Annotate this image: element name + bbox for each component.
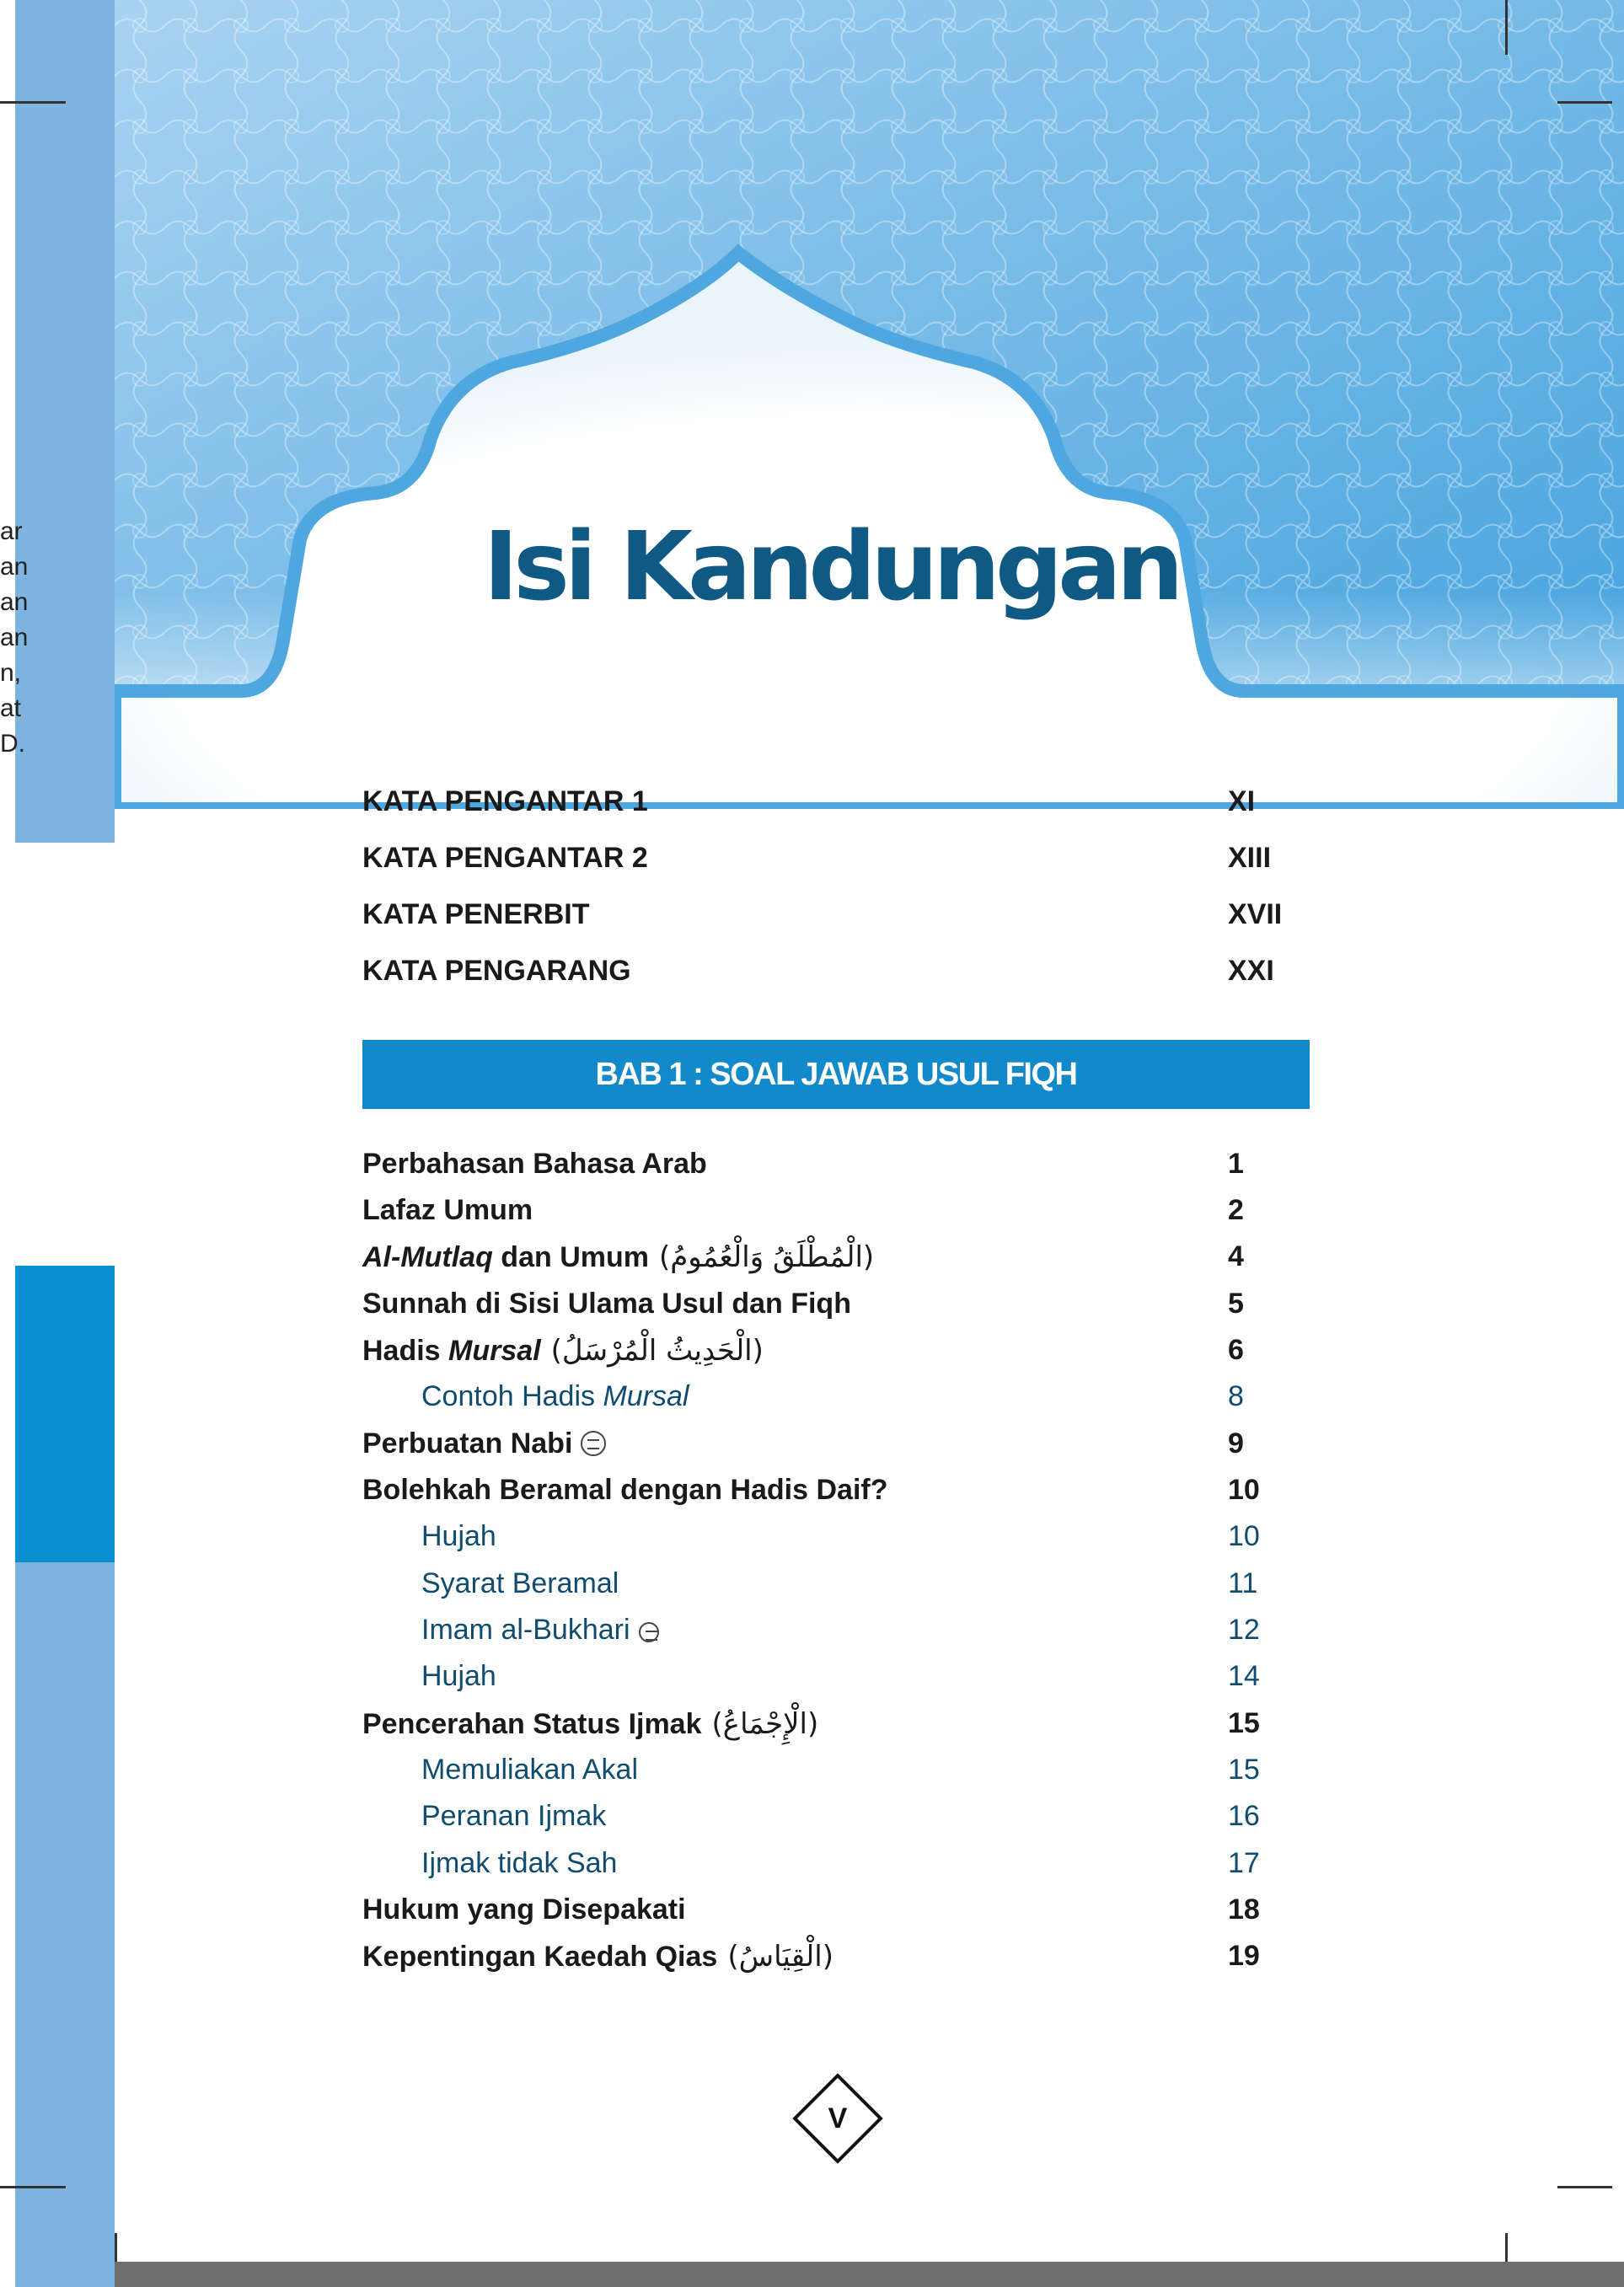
- toc-label-text: Sunnah di Sisi Ulama Usul dan Fiqh: [362, 1288, 851, 1320]
- toc-label-text: Hujah: [421, 1520, 496, 1552]
- toc-label: [362, 1148, 707, 1181]
- crop-mark: [1557, 101, 1612, 104]
- toc-page-number: 4: [1228, 1240, 1244, 1272]
- toc-entry[interactable]: [362, 1940, 1261, 1987]
- toc-label-text: dan Umum: [492, 1241, 649, 1273]
- toc-entry[interactable]: [362, 1893, 1261, 1941]
- toc-label-text: Perbuatan Nabi: [362, 1427, 573, 1460]
- toc-page-number: 1: [1228, 1148, 1244, 1180]
- footer-pattern-band: [115, 2262, 1624, 2287]
- toc-page-number: 15: [1228, 1707, 1260, 1739]
- toc-label: [362, 1427, 606, 1460]
- toc-sub-entry[interactable]: [362, 1614, 1261, 1661]
- arabic-term: (الْإِجْمَاعُ): [711, 1707, 819, 1741]
- left-spine-gap: [15, 843, 115, 1266]
- toc-label-text: Syarat Beramal: [421, 1567, 619, 1599]
- left-spine-strip-lower: [15, 1562, 115, 2287]
- toc-label: [421, 1754, 638, 1786]
- toc-page-number: 11: [1228, 1567, 1258, 1599]
- toc-label-text: Pencerahan Status Ijmak: [362, 1708, 702, 1740]
- toc-label-text: Memuliakan Akal: [421, 1754, 639, 1786]
- toc-page-number: 14: [1228, 1660, 1260, 1692]
- toc-front-matter-row[interactable]: [362, 785, 1261, 833]
- crop-mark: [1505, 0, 1508, 55]
- toc-label: [421, 1800, 606, 1833]
- page-number: V: [828, 2102, 848, 2134]
- chapter-heading-bar[interactable]: BAB 1 : SOAL JAWAB USUL FIQH: [362, 1040, 1310, 1109]
- toc-page-number: XI: [1228, 785, 1256, 817]
- toc-label: [362, 1288, 851, 1320]
- toc-sub-entry[interactable]: [362, 1800, 1261, 1847]
- crop-mark: [1557, 2186, 1612, 2188]
- arabic-term: (الْقِيَاسُ): [727, 1940, 833, 1974]
- toc-label: KATA PENGANTAR 2: [362, 842, 648, 874]
- toc-page-number: 6: [1228, 1334, 1244, 1366]
- toc-label-text: Ijmak tidak Sah: [421, 1847, 618, 1879]
- toc-label-text: Kepentingan Kaedah Qias: [362, 1941, 718, 1973]
- bleed-line: an: [0, 553, 29, 581]
- toc-label-italic: Mursal: [448, 1335, 541, 1367]
- header-banner: [115, 0, 1624, 809]
- toc-label: [421, 1380, 689, 1413]
- toc-label-text: Lafaz Umum: [362, 1194, 533, 1226]
- bleed-line: an: [0, 624, 29, 651]
- toc-label: [362, 1474, 888, 1507]
- arabesque-pattern-background: [115, 0, 1624, 809]
- rahimahullah-honorific-icon: [639, 1622, 659, 1642]
- toc-entry[interactable]: [362, 1427, 1261, 1475]
- toc-entry[interactable]: [362, 1148, 1261, 1195]
- arabic-term: (الْمُطْلَقُ وَالْعُمُومُ): [658, 1240, 875, 1274]
- left-spine-accent: [15, 1266, 115, 1562]
- toc-label-text: Perbahasan Bahasa Arab: [362, 1148, 707, 1180]
- page-number-badge: [793, 2074, 882, 2163]
- previous-page-bleed-text: [0, 514, 37, 762]
- toc-front-matter-row[interactable]: [362, 898, 1283, 945]
- toc-entry[interactable]: [362, 1240, 1261, 1288]
- toc-front-matter-row[interactable]: [362, 842, 1272, 889]
- toc-page-number: 12: [1228, 1614, 1260, 1646]
- toc-front-matter-row[interactable]: [362, 955, 1274, 1002]
- toc-sub-entry[interactable]: [362, 1660, 1261, 1707]
- arabic-term: (الْحَدِيثُ الْمُرْسَلُ): [550, 1334, 764, 1368]
- toc-page-number: 17: [1228, 1847, 1260, 1879]
- toc-sub-entry[interactable]: [362, 1754, 1261, 1801]
- bleed-line: ar: [0, 517, 23, 545]
- toc-page-number: 19: [1228, 1940, 1260, 1972]
- toc-label-italic: Al-Mutlaq: [362, 1241, 493, 1273]
- toc-label: [421, 1567, 619, 1600]
- toc-label: [421, 1520, 496, 1553]
- toc-page-number: 10: [1228, 1474, 1260, 1506]
- bleed-line: at: [0, 694, 22, 722]
- toc-page-number: 18: [1228, 1893, 1260, 1925]
- toc-entry[interactable]: [362, 1334, 1261, 1381]
- toc-sub-entry[interactable]: [362, 1567, 1261, 1615]
- toc-label: [362, 1707, 818, 1741]
- toc-label: [362, 1240, 874, 1274]
- toc-page-number: 9: [1228, 1427, 1244, 1460]
- toc-label: [362, 1940, 833, 1974]
- toc-label-text: Peranan Ijmak: [421, 1800, 607, 1832]
- toc-label-text: Imam al-Bukhari: [421, 1614, 630, 1646]
- toc-sub-entry[interactable]: [362, 1847, 1261, 1894]
- bleed-line: an: [0, 588, 29, 616]
- toc-sub-entry[interactable]: [362, 1380, 1261, 1427]
- crop-mark: [0, 2186, 66, 2188]
- bleed-line: D.: [0, 730, 25, 758]
- salawat-honorific-icon: [581, 1431, 606, 1456]
- toc-label-text: Hujah: [421, 1660, 496, 1692]
- toc-label: [362, 1194, 533, 1227]
- toc-sub-entry[interactable]: [362, 1520, 1261, 1567]
- toc-page-number: 16: [1228, 1800, 1260, 1832]
- toc-page-number: 2: [1228, 1194, 1244, 1226]
- toc-label: [421, 1847, 617, 1880]
- toc-label: [362, 1893, 686, 1926]
- toc-label: KATA PENGARANG: [362, 955, 631, 987]
- toc-label-text: Bolehkah Beramal dengan Hadis Daif?: [362, 1474, 888, 1506]
- toc-page-number: 5: [1228, 1288, 1244, 1320]
- toc-page-number: 10: [1228, 1520, 1260, 1552]
- toc-label-text: Hukum yang Disepakati: [362, 1893, 686, 1925]
- bleed-line: n,: [0, 659, 22, 687]
- toc-entry[interactable]: [362, 1474, 1261, 1521]
- crop-mark: [0, 101, 66, 104]
- toc-label: KATA PENERBIT: [362, 898, 590, 930]
- toc-entry[interactable]: [362, 1194, 1261, 1241]
- toc-page-number: 15: [1228, 1754, 1260, 1786]
- toc-page-number: XVII: [1228, 898, 1283, 930]
- toc-entry[interactable]: [362, 1288, 1261, 1335]
- page-title: Isi Kandungan: [483, 512, 1179, 622]
- toc-page-number: XXI: [1228, 955, 1274, 987]
- toc-page-number: 8: [1228, 1380, 1244, 1412]
- toc-label: KATA PENGANTAR 1: [362, 785, 648, 817]
- toc-entry[interactable]: [362, 1707, 1261, 1754]
- toc-label-italic: Mursal: [603, 1380, 689, 1412]
- toc-label: [421, 1614, 659, 1647]
- toc-label: [362, 1334, 764, 1368]
- toc-label-text: Contoh Hadis: [421, 1380, 603, 1412]
- toc-label-text: Hadis: [362, 1335, 449, 1367]
- toc-label: [421, 1660, 496, 1693]
- toc-page-number: XIII: [1228, 842, 1272, 874]
